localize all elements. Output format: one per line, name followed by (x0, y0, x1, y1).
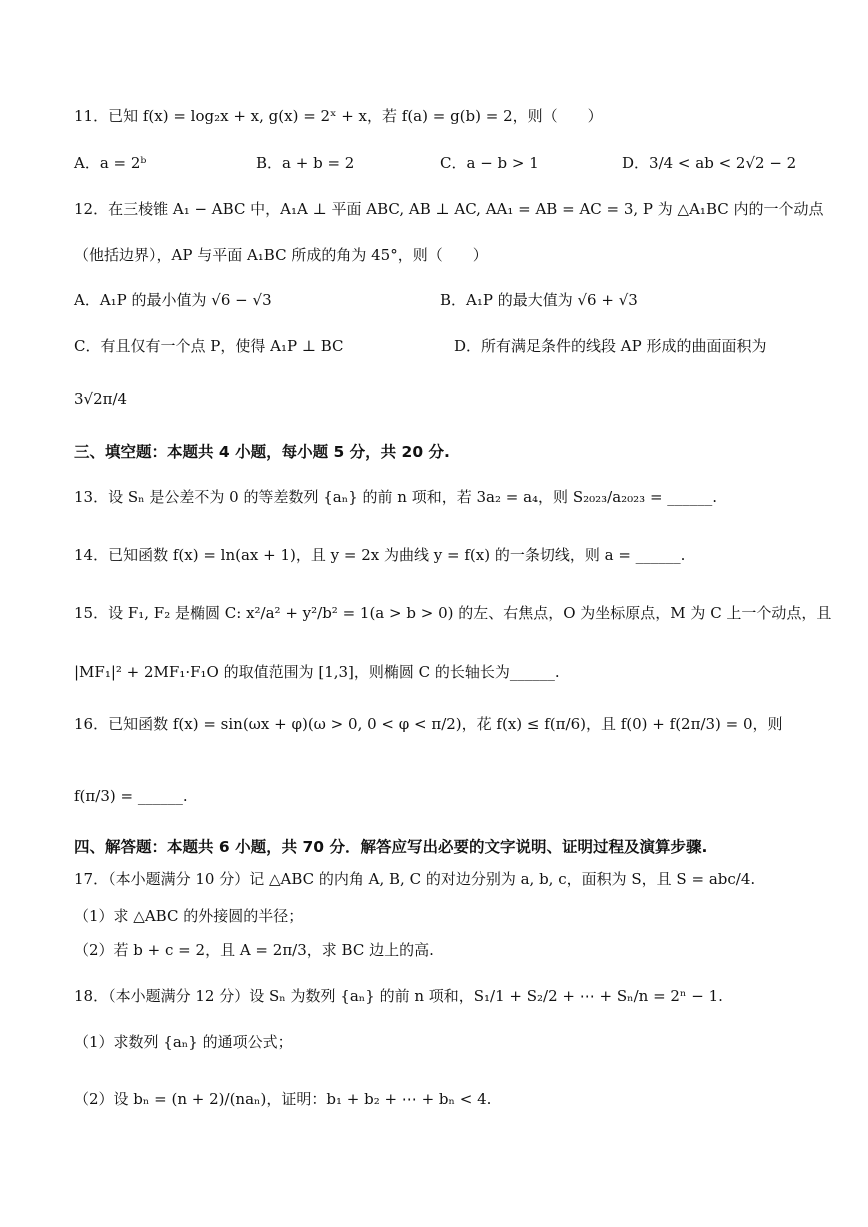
q12-option-d: D．所有满足条件的线段 AP 形成的曲面面积为 (454, 337, 767, 355)
q18-part-2: （2）设 bₙ = (n + 2)/(naₙ)，证明：b₁ + b₂ + ⋯ + bₙ < 4. (74, 1090, 492, 1108)
q18-stem: 18．（本小题满分 12 分）设 Sₙ 为数列 {aₙ} 的前 n 项和，S₁/1 + S₂/2 + ⋯ + Sₙ/n = 2ⁿ − 1. (74, 987, 723, 1005)
q11-option-b: B．a + b = 2 (256, 154, 355, 172)
q17-part-1: （1）求 △ABC 的外接圆的半径； (74, 907, 304, 925)
q13-stem: 13．设 Sₙ 是公差不为 0 的等差数列 {aₙ} 的前 n 项和，若 3a₂ = a₄，则 S₂₀₂₃/a₂₀₂₃ = ______. (74, 488, 718, 506)
q11-option-c: C．a − b > 1 (440, 154, 539, 172)
q11-option-d: D．3/4 < ab < 2√2 − 2 (622, 154, 797, 172)
q16-stem: 16．已知函数 f(x) = sin(ωx + φ)(ω > 0, 0 < φ < π/2)，花 f(x) ≤ f(π/6)，且 f(0) + f(2π/3) = 0，则 (74, 715, 783, 733)
q12-option-c: C．有且仅有一个点 P，使得 A₁P ⊥ BC (74, 337, 344, 355)
q18-part-1: （1）求数列 {aₙ} 的通项公式； (74, 1033, 293, 1051)
q15-stem: 15．设 F₁, F₂ 是椭圆 C: x²/a² + y²/b² = 1(a > b > 0) 的左、右焦点，O 为坐标原点，M 为 C 上一个动点，且 (74, 604, 832, 622)
q12-stem-continued: （他括边界），AP 与平面 A₁BC 所成的角为 45°，则（ ） (74, 246, 488, 264)
q17-part-2: （2）若 b + c = 2，且 A = 2π/3，求 BC 边上的高. (74, 941, 434, 959)
q12-option-a: A．A₁P 的最小值为 √6 − √3 (74, 291, 272, 309)
section-solutions-heading: 四、解答题：本题共 6 小题，共 70 分．解答应写出必要的文字说明、证明过程及演算步骤. (74, 838, 708, 856)
q17-stem: 17．（本小题满分 10 分）记 △ABC 的内角 A, B, C 的对边分别为 a, b, c，面积为 S，且 S = abc/4. (74, 870, 756, 888)
q11-stem: 11．已知 f(x) = log₂x + x, g(x) = 2ˣ + x，若 f(a) = g(b) = 2，则（ ） (74, 107, 603, 125)
q12-option-b: B．A₁P 的最大值为 √6 + √3 (440, 291, 638, 309)
q11-option-a: A．a = 2ᵇ (74, 154, 147, 172)
q15-stem-continued: |MF₁|² + 2MF₁·F₁O 的取值范围为 [1,3]，则椭圆 C 的长轴长为______. (74, 663, 560, 681)
q14-stem: 14．已知函数 f(x) = ln(ax + 1)，且 y = 2x 为曲线 y = f(x) 的一条切线，则 a = ______. (74, 546, 686, 564)
q12-option-d-value: 3√2π/4 (74, 390, 128, 408)
section-fill-in-heading: 三、填空题：本题共 4 小题，每小题 5 分，共 20 分. (74, 443, 450, 461)
q16-stem-continued: f(π/3) = ______. (74, 787, 188, 805)
q12-stem: 12．在三棱锥 A₁ − ABC 中，A₁A ⊥ 平面 ABC, AB ⊥ AC, AA₁ = AB = AC = 3, P 为 △A₁BC 内的一个动点 (74, 200, 824, 218)
